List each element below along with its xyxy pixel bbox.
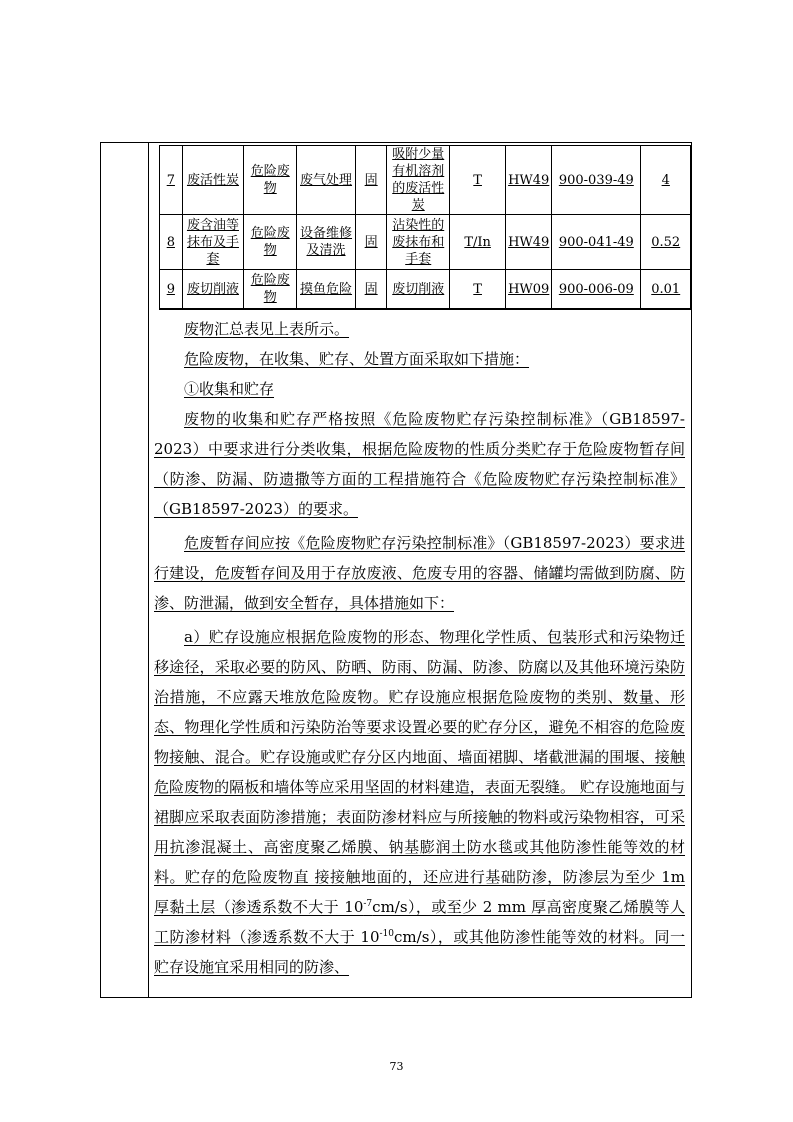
cell-main: 废切削液	[387, 270, 450, 310]
cell-main: 吸附少量有机溶剂的废活性炭	[387, 146, 450, 215]
content-area	[149, 143, 691, 997]
cell-amount: 0.01	[641, 270, 691, 310]
body-text	[154, 314, 685, 982]
cell-name: 废含油等抹布及手套	[182, 215, 244, 270]
cell-sub: 900-041-49	[552, 215, 641, 270]
cell-source: 废气处理	[297, 146, 356, 215]
cell-no: 8	[160, 215, 183, 270]
paragraph-temporary-storage: 危废暂存间应按《危险废物贮存污染控制标准》（GB18597-2023）要求进行建设，危废暂存间及用于存放废液、危废专用的容器、储罐均需做到防腐、防渗、防泄漏，做到安全暂存，具体措施如下：	[154, 534, 685, 612]
paragraph-measures: 危险废物，在收集、贮存、处置方面采取如下措施：	[184, 350, 530, 368]
left-label-column	[101, 143, 149, 997]
paragraph-measure-a	[154, 622, 685, 982]
cell-sub: 900-006-09	[552, 270, 641, 310]
table-row	[160, 270, 691, 310]
cell-name: 废切削液	[182, 270, 244, 310]
cell-name: 废活性炭	[182, 146, 244, 215]
cell-category: 危险废物	[244, 215, 297, 270]
paragraph-heading-collection: ①收集和贮存	[184, 380, 275, 398]
cell-category: 危险废物	[244, 270, 297, 310]
cell-amount: 4	[641, 146, 691, 215]
paragraph-collection-storage: 废物的收集和贮存严格按照《危险废物贮存污染控制标准》（GB18597-2023）中要求进行分类收集，根据危险废物的性质分类贮存于危险废物暂存间（防渗、防漏、防遗撒等方面的工程措施符合《危险废物贮存污染控制标准》（GB18597-2023）的要求。	[154, 410, 685, 518]
cell-hazard: T/In	[450, 215, 506, 270]
cell-hazard: T	[450, 146, 506, 215]
measure-a-text-3: cm/s），或其他防渗性能等效的材料。同一贮存设施宜采用相同的防渗、	[154, 928, 685, 976]
exponent: -7	[363, 899, 373, 909]
hazardous-waste-table	[159, 145, 691, 310]
table-row	[160, 146, 691, 215]
cell-amount: 0.52	[641, 215, 691, 270]
exponent: -10	[379, 929, 395, 939]
cell-form: 固	[355, 215, 387, 270]
cell-code: HW09	[506, 270, 552, 310]
cell-no: 7	[160, 146, 183, 215]
cell-hazard: T	[450, 270, 506, 310]
document-frame	[100, 142, 692, 998]
cell-code: HW49	[506, 146, 552, 215]
cell-code: HW49	[506, 215, 552, 270]
paragraph-summary: 废物汇总表见上表所示。	[184, 320, 350, 338]
cell-source: 摸鱼危险	[297, 270, 356, 310]
cell-main: 沾染性的废抹布和手套	[387, 215, 450, 270]
cell-no: 9	[160, 270, 183, 310]
cell-sub: 900-039-49	[552, 146, 641, 215]
cell-form: 固	[355, 146, 387, 215]
cell-category: 危险废物	[244, 146, 297, 215]
measure-a-text-2: cm/s），或至少 2 mm 厚高密度聚乙烯膜等人工防渗材料（渗透系数不大于 10	[154, 898, 685, 946]
cell-form: 固	[355, 270, 387, 310]
table-row	[160, 215, 691, 270]
measure-a-text: a）贮存设施应根据危险废物的形态、物理化学性质、包装形式和污染物迁移途径，采取必要的防风、防晒、防雨、防漏、防渗、防腐以及其他环境污染防治措施，不应露天堆放危险废物。贮存设施应根据危险废物的类别、数量、形态、物理化学性质和污染防治等要求设置必要的贮存分区，避免不相容的危险废物接触、混合。贮存设施或贮存分区内地面、墙面裙脚、堵截泄漏的围堰、接触危险废物的隔板和墙体等应采用坚固的材料建造，表面无裂缝。 贮存设施地面与裙脚应采取表面防渗措施；表面防渗材料应与所接触的物料或污染物相容，可采用抗渗混凝土、高密度聚乙烯膜、钠基膨润土防水毯或其他防渗性能等效的材料。贮存的危险废物直 接接触地面的，还应进行基础防渗，防渗层为至少 1m 厚黏土层（渗透系数不大于 10	[154, 628, 685, 916]
cell-source: 设备维修及清洗	[297, 215, 356, 270]
page-number: 73	[389, 1060, 404, 1073]
